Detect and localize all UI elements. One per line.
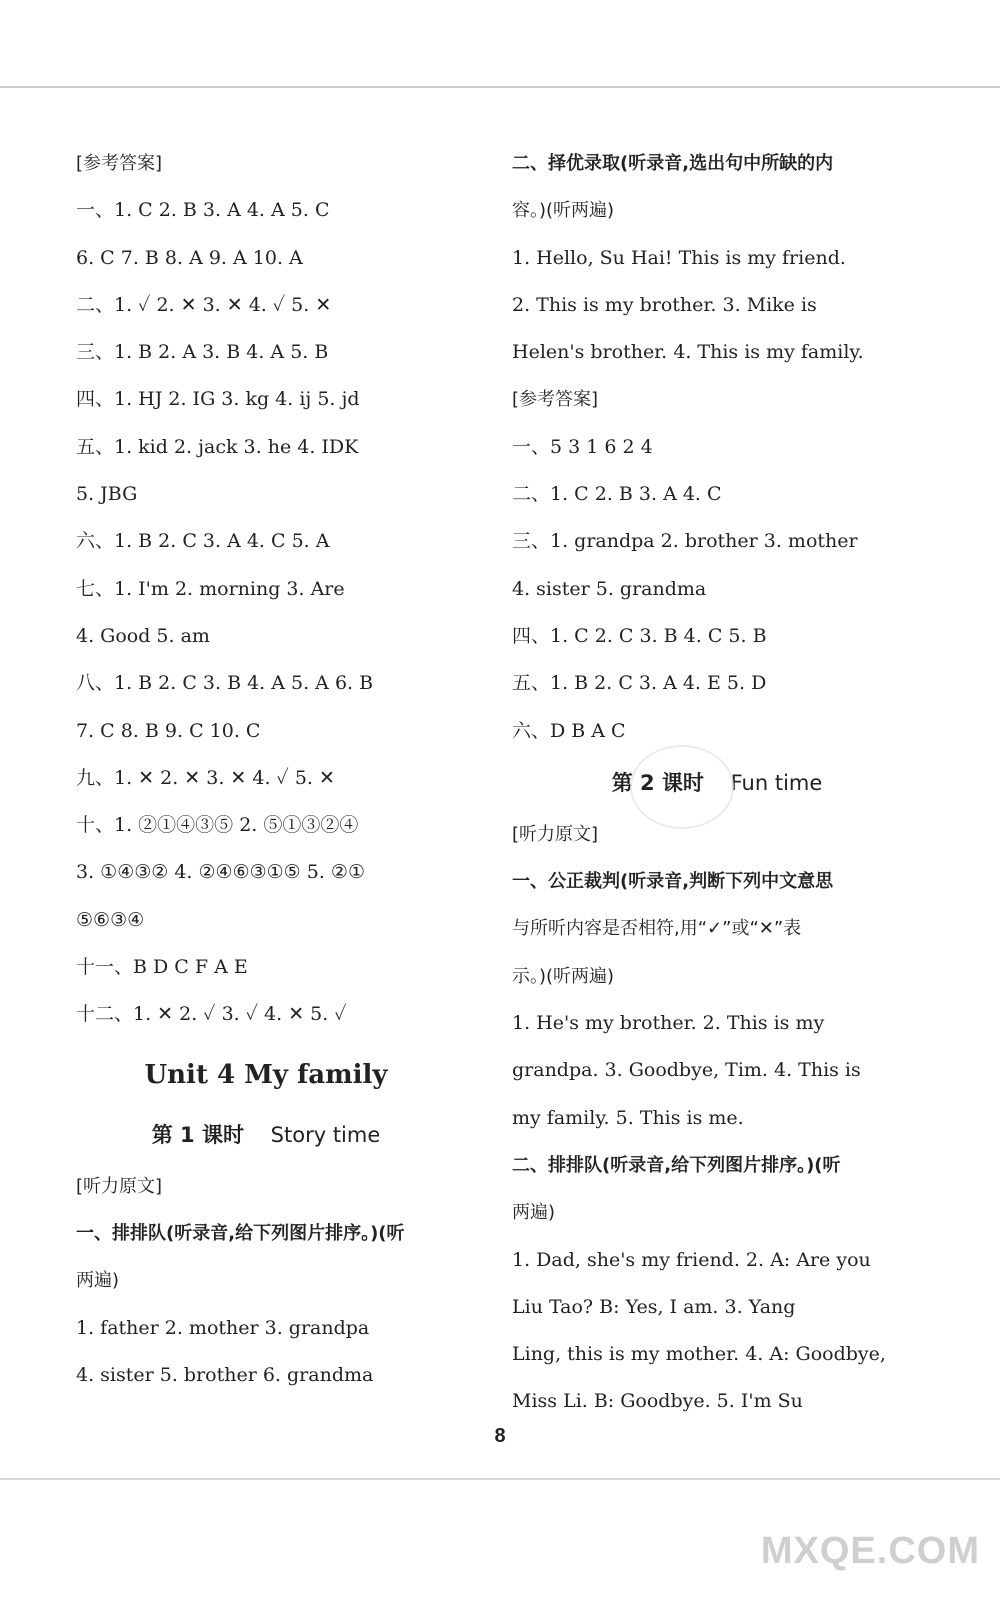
script-line: 1. Hello, Su Hai! This is my friend. — [512, 246, 846, 269]
answer-line: 4. sister 5. grandma — [512, 577, 707, 600]
answer-line: [参考答案] — [76, 153, 163, 174]
question-line: 容。)(听两遍) — [512, 200, 615, 222]
section-tag: [听力原文] — [512, 823, 599, 845]
answer-line: 四、1. C 2. C 3. B 4. C 5. B — [512, 624, 767, 647]
section-tag: [听力原文] — [76, 1175, 163, 1197]
lesson-1-en: Story time — [270, 1122, 381, 1147]
answer-line: 5. JBG — [76, 483, 138, 506]
answer-line: 五、1. kid 2. jack 3. he 4. IDK — [76, 435, 359, 458]
answer-line: 3. ①④③② 4. ②④⑥③①⑤ 5. ②① — [76, 861, 365, 884]
answer-line: 二、1. C 2. B 3. A 4. C — [512, 483, 722, 506]
answer-line: 五、1. B 2. C 3. A 4. E 5. D — [512, 672, 767, 695]
answer-line: 三、1. grandpa 2. brother 3. mother — [512, 530, 858, 553]
answer-line: 三、1. B 2. A 3. B 4. A 5. B — [76, 341, 329, 364]
script-line: Helen's brother. 4. This is my family. — [512, 341, 864, 364]
site-watermark: MXQE.COM — [760, 1530, 980, 1572]
answer-line: 六、1. B 2. C 3. A 4. C 5. A — [76, 530, 330, 553]
question-line: 一、公正裁判(听录音,判断下列中文意思 — [512, 871, 834, 893]
answer-line: 4. Good 5. am — [76, 624, 210, 647]
script-line: 1. father 2. mother 3. grandpa — [76, 1316, 370, 1339]
script-line: 4. sister 5. brother 6. grandma — [76, 1363, 374, 1386]
answer-line: 一、1. C 2. B 3. A 4. A 5. C — [76, 199, 330, 222]
answer-line: 六、D B A C — [512, 719, 626, 742]
script-line: 2. This is my brother. 3. Mike is — [512, 293, 817, 316]
unit-title: Unit 4 My family — [144, 1059, 388, 1090]
page-number: 8 — [494, 1425, 506, 1447]
question-line: 示。)(听两遍) — [512, 965, 615, 987]
bottom-rule — [0, 1478, 1000, 1480]
lesson-2-en: Fun time — [730, 770, 823, 795]
section-tag: [参考答案] — [512, 389, 599, 411]
script-line: grandpa. 3. Goodbye, Tim. 4. This is — [512, 1059, 861, 1082]
answer-line: 十、1. ②①④③⑤ 2. ⑤①③②④ — [76, 814, 359, 837]
question-line: 两遍) — [512, 1202, 556, 1224]
question-line: 二、排排队(听录音,给下列图片排序。)(听 — [512, 1154, 841, 1176]
question-line: 二、择优录取(听录音,选出句中所缺的内 — [512, 153, 834, 174]
answer-line: 四、1. HJ 2. IG 3. kg 4. ij 5. jd — [76, 388, 360, 411]
answer-line: 7. C 8. B 9. C 10. C — [76, 719, 261, 742]
answer-line: 一、5 3 1 6 2 4 — [512, 435, 653, 458]
top-rule — [0, 86, 1000, 88]
answer-line: ⑤⑥③④ — [76, 908, 145, 931]
script-line: 1. He's my brother. 2. This is my — [512, 1012, 825, 1035]
answer-line: 九、1. ✕ 2. ✕ 3. ✕ 4. ✓ 5. ✕ — [76, 766, 335, 789]
question-line: 两遍) — [76, 1270, 120, 1292]
answer-line: 十一、B D C F A E — [76, 956, 248, 979]
lesson-1-cn: 第 1 课时 — [151, 1122, 244, 1147]
question-line: 与所听内容是否相符,用“✓”或“✕”表 — [512, 918, 802, 940]
script-line: Ling, this is my mother. 4. A: Goodbye, — [512, 1343, 886, 1366]
left-column — [76, 140, 456, 1399]
answer-line: 八、1. B 2. C 3. B 4. A 5. A 6. B — [76, 672, 374, 695]
answer-line: 十二、1. ✕ 2. ✓ 3. ✓ 4. ✕ 5. ✓ — [76, 1003, 347, 1026]
script-line: my family. 5. This is me. — [512, 1106, 744, 1129]
lesson-2-cn: 第 2 课时 — [611, 770, 704, 795]
answer-line: 6. C 7. B 8. A 9. A 10. A — [76, 246, 303, 269]
lesson-1-title — [76, 1107, 456, 1163]
faint-stamp-mark — [630, 745, 734, 829]
script-line: Liu Tao? B: Yes, I am. 3. Yang — [512, 1295, 796, 1318]
script-line: Miss Li. B: Goodbye. 5. I'm Su — [512, 1390, 803, 1413]
script-line: 1. Dad, she's my friend. 2. A: Are you — [512, 1248, 871, 1271]
answer-line: 七、1. I'm 2. morning 3. Are — [76, 577, 345, 600]
question-line: 一、排排队(听录音,给下列图片排序。)(听 — [76, 1222, 405, 1244]
answer-line: 二、1. ✓ 2. ✕ 3. ✕ 4. ✓ 5. ✕ — [76, 293, 332, 316]
